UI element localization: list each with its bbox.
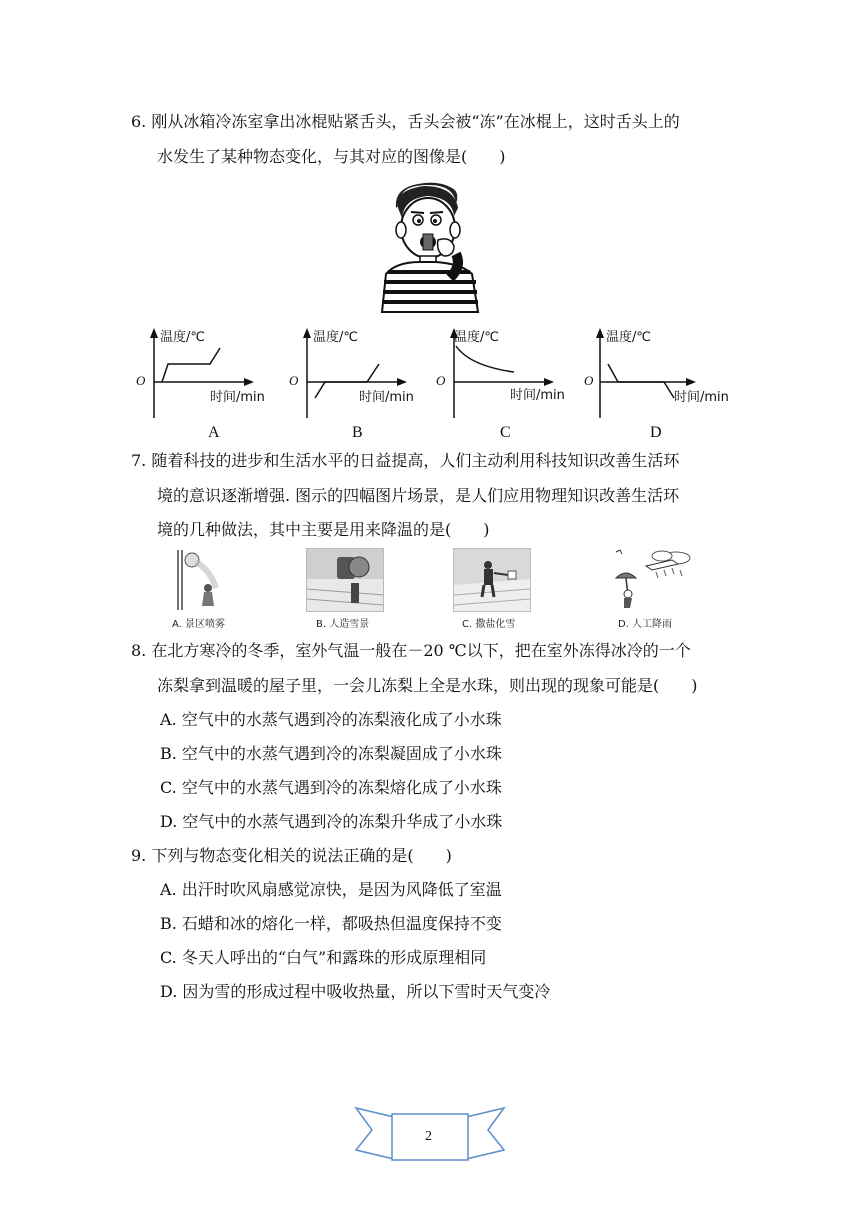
q9-line1: 9. 下列与物态变化相关的说法正确的是( )	[131, 846, 452, 865]
graph-b	[283, 326, 423, 426]
graph-c-letter: C	[500, 424, 511, 441]
q8-option-b: B. 空气中的水蒸气遇到冷的冻梨凝固成了小水珠	[160, 744, 502, 763]
graph-a	[130, 326, 270, 426]
graph-b-ylabel: 温度/℃	[313, 330, 358, 345]
scenic-spray-picture	[170, 548, 222, 612]
q8-option-a: A. 空气中的水蒸气遇到冷的冻梨液化成了小水珠	[160, 710, 502, 729]
q9-option-b: B. 石蜡和冰的熔化一样，都吸热但温度保持不变	[160, 914, 502, 933]
graph-c-xlabel: 时间/min	[510, 388, 565, 403]
caption-a: A. 景区喷雾	[172, 619, 226, 630]
graph-c-ylabel: 温度/℃	[454, 330, 499, 345]
artificial-snow-picture	[306, 548, 384, 612]
graph-b-xlabel: 时间/min	[359, 390, 414, 405]
graph-b-letter: B	[352, 424, 363, 441]
caption-c: C. 撒盐化雪	[462, 619, 516, 630]
graph-b-origin: O	[289, 373, 299, 388]
q8-option-c: C. 空气中的水蒸气遇到冷的冻梨熔化成了小水珠	[160, 778, 502, 797]
graph-c-origin: O	[436, 373, 446, 388]
graph-d	[586, 326, 736, 426]
salt-snow-picture	[453, 548, 531, 612]
q6-line1: 6. 刚从冰箱冷冻室拿出冰棍贴紧舌头，舌头会被“冻”在冰棍上，这时舌头上的	[131, 112, 680, 131]
graph-d-ylabel: 温度/℃	[606, 330, 651, 345]
graph-d-origin: O	[584, 373, 594, 388]
graph-d-letter: D	[650, 424, 662, 441]
graph-c	[430, 326, 570, 426]
q7-line2: 境的意识逐渐增强. 图示的四幅图片场景，是人们应用物理知识改善生活环	[157, 486, 680, 505]
q8-option-d: D. 空气中的水蒸气遇到冷的冻梨升华成了小水珠	[160, 812, 503, 831]
caption-b: B. 人造雪景	[316, 619, 370, 630]
boy-licking-popsicle-illustration	[368, 182, 492, 314]
artificial-rain-picture	[606, 548, 692, 612]
caption-d: D. 人工降雨	[618, 619, 673, 630]
graph-a-letter: A	[208, 424, 220, 441]
q9-option-a: A. 出汗时吹风扇感觉凉快，是因为风降低了室温	[160, 880, 502, 899]
q9-option-c: C. 冬天人呼出的“白气”和露珠的形成原理相同	[160, 948, 487, 967]
q6-line2: 水发生了某种物态变化，与其对应的图像是( )	[157, 147, 506, 166]
q8-line2: 冻梨拿到温暖的屋子里，一会儿冻梨上全是水珠，则出现的现象可能是( )	[157, 676, 698, 695]
page-number: 2	[425, 1129, 432, 1144]
graph-a-origin: O	[136, 373, 146, 388]
graph-a-xlabel: 时间/min	[210, 390, 265, 405]
q7-line3: 境的几种做法，其中主要是用来降温的是( )	[157, 520, 490, 539]
q9-option-d: D. 因为雪的形成过程中吸收热量，所以下雪时天气变冷	[160, 982, 551, 1001]
graph-d-xlabel: 时间/min	[674, 390, 729, 405]
graph-a-ylabel: 温度/℃	[160, 330, 205, 345]
q8-line1: 8. 在北方寒冷的冬季，室外气温一般在－20 ℃以下，把在室外冻得冰冷的一个	[131, 641, 691, 660]
q7-line1: 7. 随着科技的进步和生活水平的日益提高，人们主动利用科技知识改善生活环	[131, 451, 680, 470]
